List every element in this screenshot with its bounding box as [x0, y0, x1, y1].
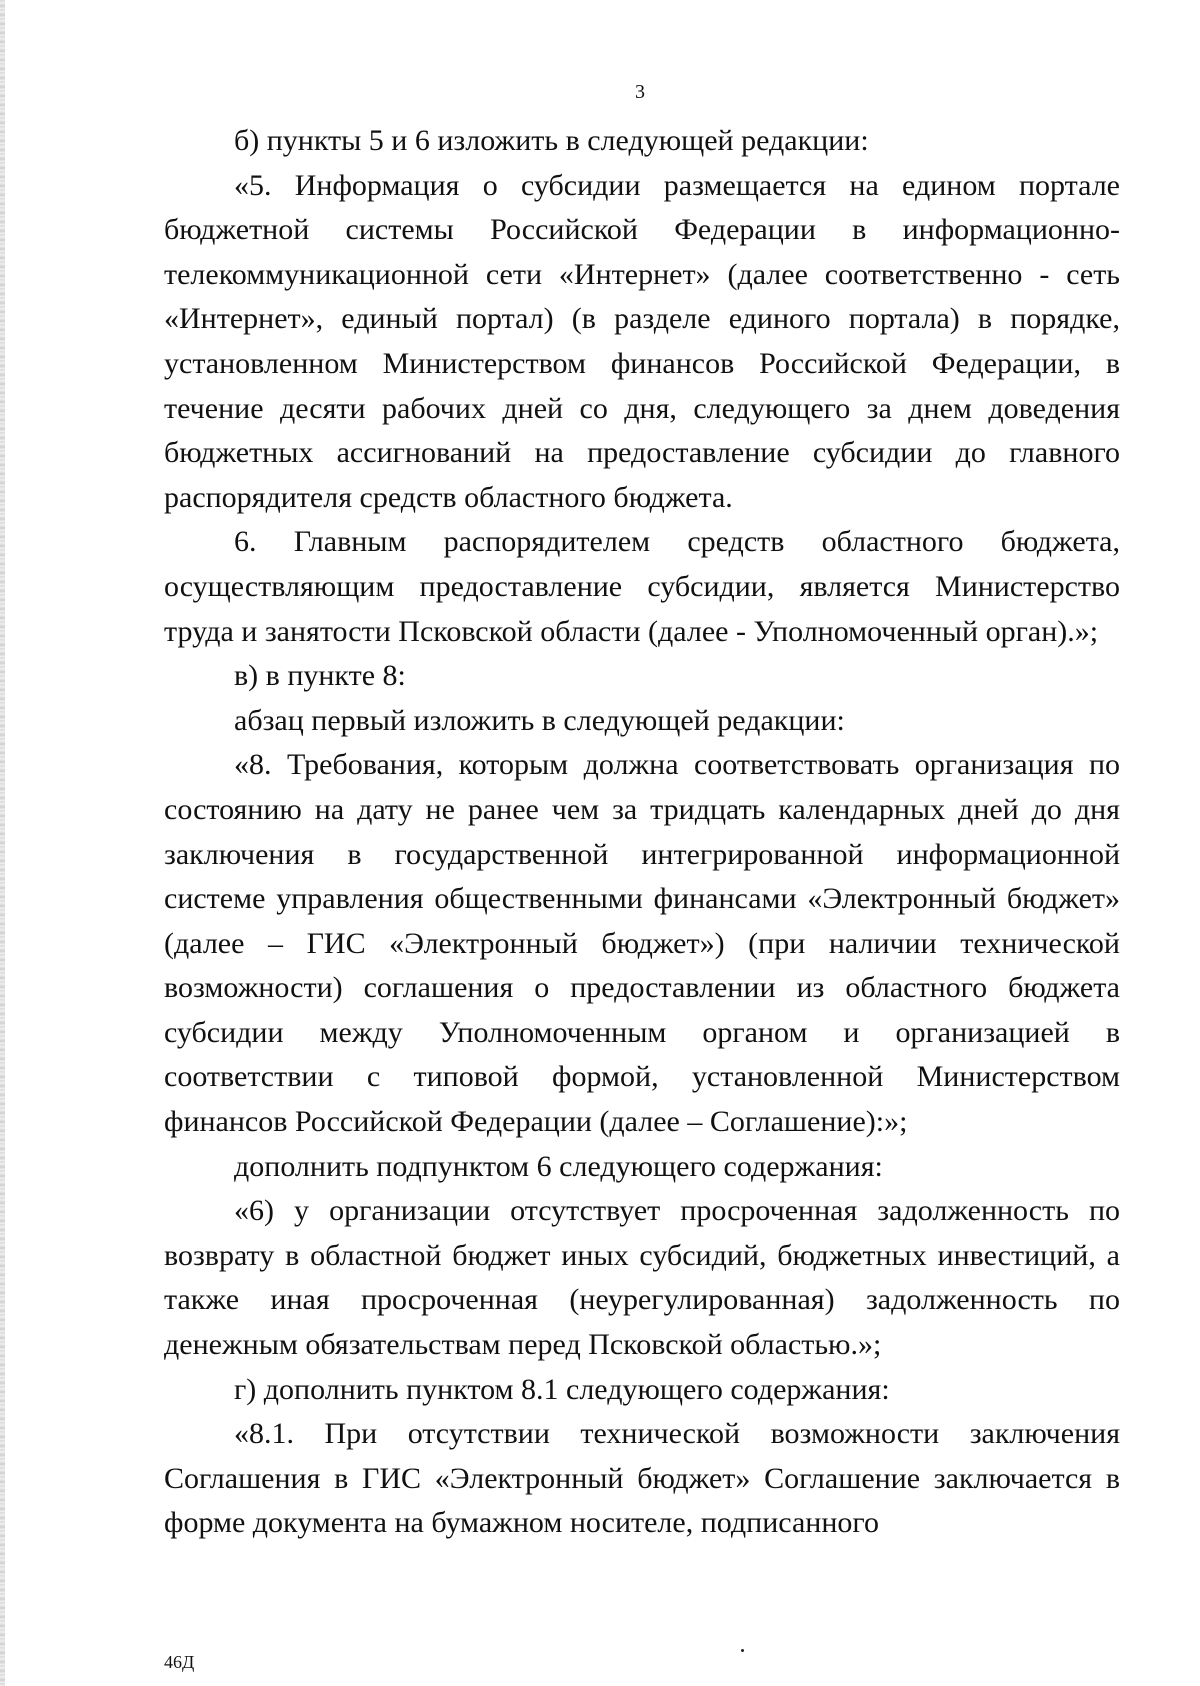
footer-document-code: 46Д — [164, 1652, 195, 1672]
page-number: 3 — [635, 81, 645, 103]
paragraph-subitem-6: «6) у организации отсутствует просроченная задолженность по возврату в областной бюджет иных субсидий, бюджетных инвестиций, а также иная просроченная (неурегулированная) задолженность по денежным обязательствам перед Псковской областью.»; — [164, 1194, 1120, 1362]
paragraph-v: в) в пункте 8: — [234, 659, 406, 693]
paragraph-add-subitem-6: дополнить подпунктом 6 следующего содержания: — [234, 1149, 883, 1183]
paragraph-item-6: 6. Главным распорядителем средств областного бюджета, осуществляющим предоставление субсидии, является Министерство труда и занятости Псковской области (далее - Уполномоченный орган).»; — [164, 525, 1120, 648]
paragraph-item-8: «8. Требования, которым должна соответствовать организация по состоянию на дату не ранее чем за тридцать календарных дней до дня заключения в государственной интегрированной информационной системе управления общественными финансами «Электронный бюджет» (далее – ГИС «Электронный бюджет») (при наличии технической возможности) соглашения о предоставлении из областного бюджета субсидии между Уполномоченным органом и организацией в соответствии с типовой формой, установленной Министерством финансов Российской Федерации (далее – Соглашение):»; — [164, 748, 1120, 1139]
paragraph-g: г) дополнить пунктом 8.1 следующего содержания: — [234, 1372, 890, 1406]
paragraph-item-8-1: «8.1. При отсутствии технической возможности заключения Соглашения в ГИС «Электронный бюджет» Соглашение заключается в форме документа на бумажном носителе, подписанного — [164, 1417, 1120, 1540]
paragraph-first-abzac: абзац первый изложить в следующей редакции: — [234, 703, 845, 737]
scan-edge — [0, 0, 5, 1686]
footer-dot-mark — [741, 1649, 744, 1652]
paragraph-item-5: «5. Информация о субсидии размещается на едином портале бюджетной системы Российской Федерации в информационно-телекоммуникационной сети «Интернет» (далее соответственно - сеть «Интернет», единый портал) (в разделе единого портала) в порядке, установленном Министерством финансов Российской Федерации, в течение десяти рабочих дней со дня, следующего за днем доведения бюджетных ассигнований на предоставление субсидии до главного распорядителя средств областного бюджета. — [164, 168, 1120, 514]
paragraph-b: б) пункты 5 и 6 изложить в следующей редакции: — [234, 124, 869, 157]
document-body — [164, 119, 1120, 1546]
